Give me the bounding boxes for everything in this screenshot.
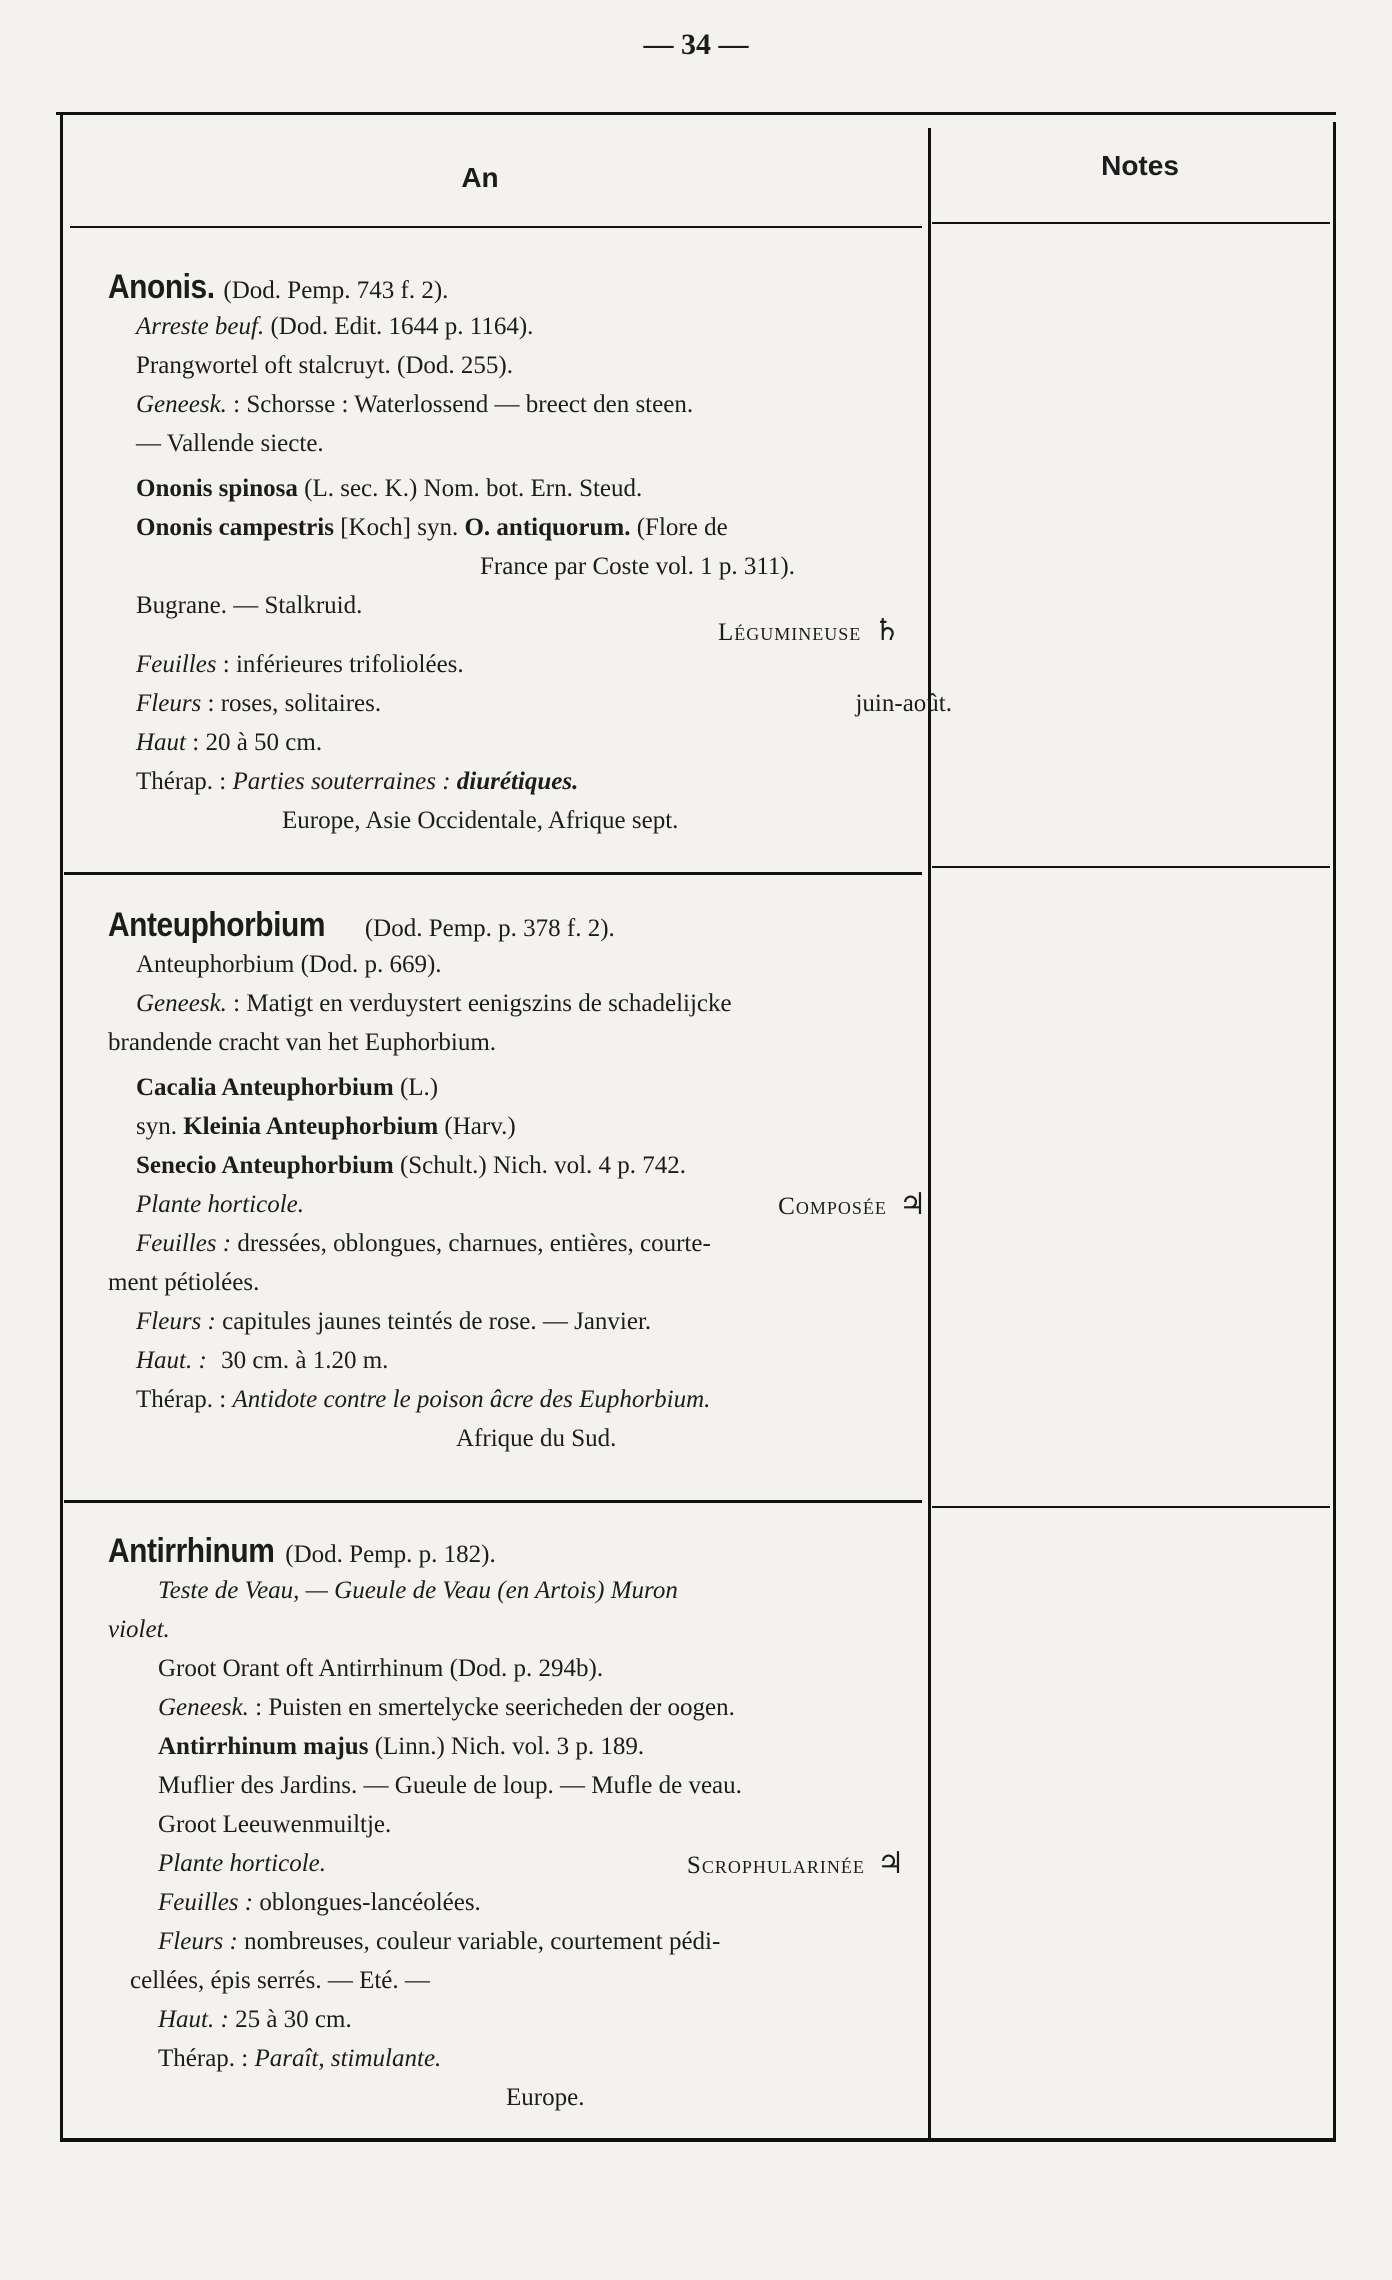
distribution: Europe, Asie Occidentale, Afrique sept. (282, 807, 679, 834)
height-line (108, 2000, 966, 2039)
reference: (Dod. Edit. 1644 p. 1164). (270, 313, 534, 340)
distribution: Afrique du Sud. (456, 1425, 617, 1452)
leaves-line (108, 1224, 966, 1263)
flowers-line (108, 684, 966, 723)
plant-type-line (108, 1844, 966, 1883)
species-authority: (Harv.) (444, 1113, 516, 1140)
flowers-text: nombreuses, couleur variable, courtement pédi- (244, 1928, 721, 1955)
species-line-1 (108, 469, 966, 508)
genus-name: Antirrhinum (108, 1532, 275, 1570)
common-names-dutch: Groot Leeuwenmuiltje. (158, 1811, 392, 1838)
family-line (108, 611, 966, 648)
geneesk-line (108, 984, 966, 1023)
header-separator-right (932, 222, 1330, 224)
family-label (687, 1844, 904, 1885)
height-line (108, 723, 966, 762)
vernacular-line (108, 307, 966, 346)
right-border (1333, 122, 1336, 2140)
entry-separator-2-left (64, 1500, 922, 1503)
therapy-line (108, 2039, 966, 2078)
species-authority: [Koch] syn. (340, 514, 459, 541)
geneesk-line-2: — Vallende siecte. (136, 430, 324, 457)
therapy-label: Thérap. : (136, 768, 227, 795)
common-names: Muflier des Jardins. — Gueule de loup. — Mufle de veau. (158, 1772, 742, 1799)
family-name: Scrophularinée (686, 1852, 865, 1879)
therapy-label: Thérap. : (158, 2045, 249, 2072)
species-line-1 (108, 1727, 966, 1766)
entry-separator-2-right (932, 1506, 1330, 1508)
leaves-label: Feuilles : (158, 1889, 254, 1916)
species-name: Ononis campestris (136, 514, 334, 541)
dutch-name-line: Prangwortel oft stalcruyt. (Dod. 255). (136, 352, 514, 379)
geneesk-text: : Puisten en smertelycke seericheden der oogen. (255, 1694, 735, 1721)
leaves-label: Feuilles (136, 651, 217, 678)
vernacular-line: Anteuphorbium (Dod. p. 669). (136, 951, 442, 978)
entry-heading (108, 1532, 966, 1571)
height-text: 30 cm. à 1.20 m. (221, 1347, 389, 1374)
therapy-text: Paraît, stimulante. (254, 2045, 442, 2072)
species-authority: (Linn.) Nich. vol. 3 p. 189. (374, 1733, 645, 1760)
distribution: Europe. (506, 2084, 585, 2111)
geneesk-line (108, 1688, 966, 1727)
therapy-effect: diurétiques. (456, 768, 579, 795)
geneesk-label: Geneesk. (136, 990, 227, 1017)
flowers-label: Fleurs (136, 690, 202, 717)
geneesk-text: : Matigt en verduystert eenigszins de schadelijcke (233, 990, 732, 1017)
reference: (Dod. Pemp. p. 378 f. 2). (364, 915, 615, 942)
leaves-text: dressées, oblongues, charnues, entières, courte- (237, 1230, 711, 1257)
height-label: Haut (136, 729, 186, 756)
leaves-line (108, 645, 966, 684)
lifeform-symbol: ♃ (899, 1187, 926, 1222)
therapy-label: Thérap. : (136, 1386, 227, 1413)
plant-type: Plante horticole. (136, 1191, 305, 1218)
leaves-line-2: ment pétiolées. (108, 1269, 260, 1296)
species-name: Cacalia Anteuphorbium (136, 1074, 394, 1101)
leaves-label: Feuilles : (136, 1230, 232, 1257)
plant-type-line (108, 1185, 966, 1224)
dutch-name-line: Groot Orant oft Antirrhinum (Dod. p. 294b). (158, 1655, 604, 1682)
header-separator-left (70, 226, 922, 228)
species-line-3 (108, 1146, 966, 1185)
top-border (56, 112, 1336, 115)
reference: (Dod. Pemp. 743 f. 2). (223, 277, 449, 304)
lifeform-symbol: ♃ (877, 1846, 904, 1881)
flowers-line (108, 1922, 966, 1961)
entry-separator-1-right (932, 866, 1330, 868)
entry-antirrhinum (108, 1532, 966, 2117)
family-name: Composée (778, 1193, 887, 1220)
synonym-prefix: syn. (136, 1113, 177, 1140)
therapy-line (108, 1380, 966, 1419)
species-name: Senecio Anteuphorbium (136, 1152, 394, 1179)
geneesk-text: : Schorsse : Waterlossend — breect den steen. (233, 391, 694, 418)
species-authority: (L. sec. K.) Nom. bot. Ern. Steud. (304, 475, 643, 502)
common-names: Bugrane. — Stalkruid. (136, 592, 363, 619)
height-text: 25 à 30 cm. (235, 2006, 352, 2033)
height-text: : 20 à 50 cm. (192, 729, 323, 756)
height-label: Haut. : (158, 2006, 229, 2033)
plant-type: Plante horticole. (158, 1850, 327, 1877)
leaves-text: : inférieures trifoliolées. (222, 651, 464, 678)
vernacular-line (108, 1571, 966, 1610)
geneesk-line (108, 385, 966, 424)
flowers-line (108, 1302, 966, 1341)
species-line-2 (108, 508, 966, 547)
flowers-line-2: cellées, épis serrés. — Eté. — (130, 1967, 430, 1994)
species-line-1 (108, 1068, 966, 1107)
species-authority: (Schult.) Nich. vol. 4 p. 742. (399, 1152, 687, 1179)
family-name: Légumineuse (718, 619, 862, 646)
flowers-label: Fleurs : (136, 1308, 216, 1335)
synonym-name: O. antiquorum. (464, 514, 631, 541)
flowers-text: capitules jaunes teintés de rose. — Janvier. (222, 1308, 652, 1335)
reference: (Dod. Pemp. p. 182). (285, 1541, 496, 1568)
family-label (778, 1185, 926, 1226)
page-number: — 34 — (643, 28, 749, 61)
bottom-border (60, 2138, 1336, 2142)
therapy-line (108, 762, 966, 801)
species-authority: (L.) (399, 1074, 439, 1101)
entry-separator-1-left (64, 872, 922, 875)
genus-name: Anonis. (108, 268, 215, 306)
species-line-3: France par Coste vol. 1 p. 311). (480, 553, 795, 580)
species-line-2 (108, 1107, 966, 1146)
flora-reference: (Flore de (636, 514, 728, 541)
table-frame (60, 112, 1336, 2142)
leaves-line (108, 1883, 966, 1922)
leaves-text: oblongues-lancéolées. (259, 1889, 481, 1916)
vernacular-line-2: violet. (108, 1616, 170, 1643)
species-name: Ononis spinosa (136, 475, 298, 502)
entry-anteuphorbium (108, 906, 966, 1458)
entry-heading (108, 906, 966, 945)
genus-name: Anteuphorbium (108, 906, 325, 944)
therapy-text: Antidote contre le poison âcre des Euphorbium. (232, 1386, 711, 1413)
therapy-text: Parties souterraines : (232, 768, 451, 795)
column-header-an: An (461, 162, 499, 193)
synonym-name: Kleinia Anteuphorbium (183, 1113, 439, 1140)
height-line (108, 1341, 966, 1380)
entry-heading (108, 268, 966, 307)
column-header-notes: Notes (1101, 150, 1179, 181)
geneesk-line-2: brandende cracht van het Euphorbium. (108, 1029, 497, 1056)
flowers-label: Fleurs : (158, 1928, 238, 1955)
vernacular-name: Teste de Veau, — Gueule de Veau (en Artois) Muron (158, 1577, 678, 1604)
flowering-time: juin-août. (855, 690, 952, 717)
vernacular-name: Arreste beuf. (136, 313, 265, 340)
height-label: Haut. : (136, 1347, 207, 1374)
geneesk-label: Geneesk. (158, 1694, 249, 1721)
geneesk-label: Geneesk. (136, 391, 227, 418)
species-name: Antirrhinum majus (158, 1733, 369, 1760)
entry-anonis (108, 268, 966, 840)
left-border (60, 112, 63, 2142)
lifeform-symbol: ♄ (873, 613, 901, 648)
flowers-text: : roses, solitaires. (207, 690, 382, 717)
